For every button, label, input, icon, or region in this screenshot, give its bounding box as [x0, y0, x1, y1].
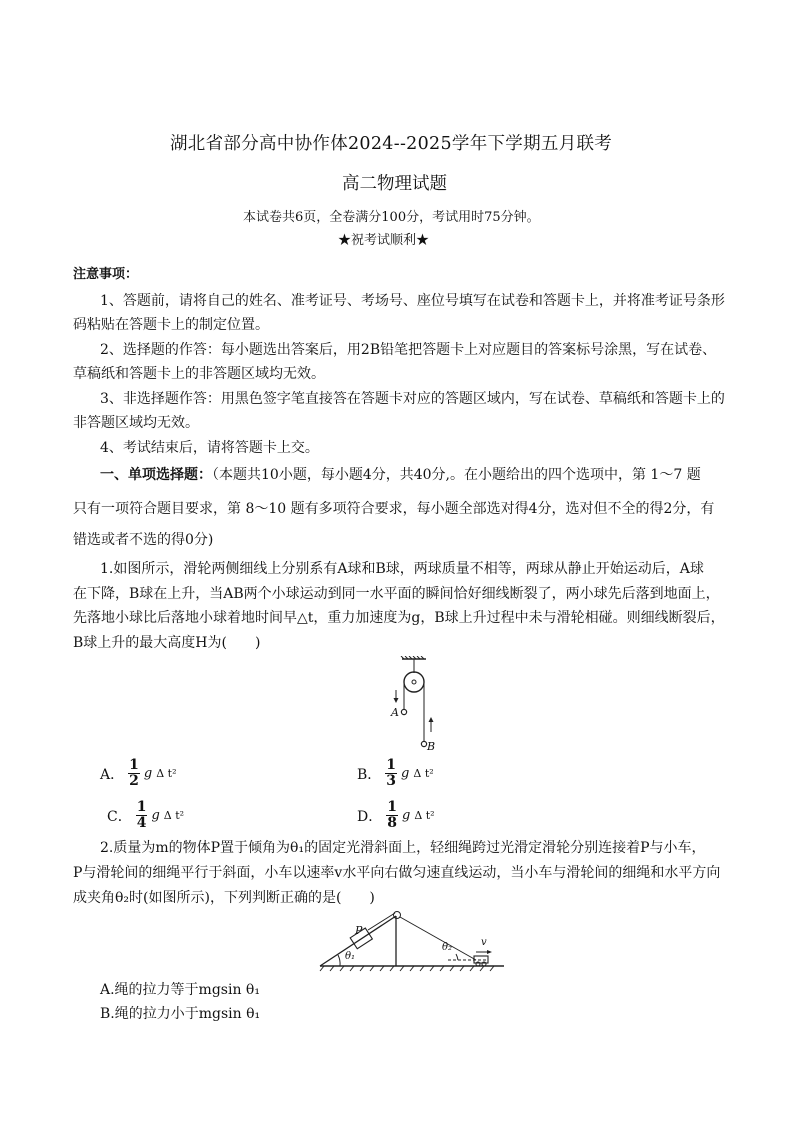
delta-t-squared: Δ t²	[413, 767, 434, 780]
notice-item-3-line-2: 非答题区域均无效。	[73, 415, 199, 431]
fraction-numerator: 1	[136, 799, 147, 815]
q1-figure-label-b: B	[427, 740, 436, 753]
g-symbol: g	[401, 766, 410, 781]
q2-line-3: 成夹角θ₂时(如图所示)，下列判断正确的是( )	[73, 890, 375, 906]
fraction-denominator: 4	[136, 815, 147, 831]
notice-item-2-line-1: 2、选择题的作答：每小题选出答案后，用2B铅笔把答题卡上对应题目的答案标号涂黑，写在试卷、	[100, 342, 717, 358]
option-letter: A．	[100, 766, 125, 783]
q1-line-4: B球上升的最大高度H为( )	[73, 635, 261, 651]
g-symbol: g	[151, 808, 160, 823]
exam-wish: ★祝考试顺利★	[338, 233, 430, 248]
exam-info: 本试卷共6页，全卷满分100分，考试用时75分钟。	[243, 210, 540, 225]
delta-t-squared: Δ t²	[156, 767, 177, 780]
q2-incline-figure	[318, 908, 508, 974]
option-letter: D．	[357, 808, 383, 825]
notice-item-4: 4、考试结束后，请将答题卡上交。	[100, 440, 319, 456]
fraction	[385, 758, 397, 789]
fraction-denominator: 2	[129, 773, 139, 789]
q1-option-d[interactable]	[357, 800, 435, 831]
q2-figure-label-theta1: θ₁	[345, 951, 356, 962]
fraction-denominator: 3	[386, 773, 397, 789]
option-letter: C．	[107, 808, 132, 825]
q2-line-2: P与滑轮间的细绳平行于斜面，小车以速率v水平向右做匀速直线运动，当小车与滑轮间的细绳和水平方向	[73, 865, 721, 881]
notice-heading: 注意事项：	[73, 267, 139, 282]
q2-figure-label-v: v	[481, 937, 487, 948]
notice-item-2-line-2: 草稿纸和答题卡上的非答题区域均无效。	[73, 366, 325, 382]
exam-title: 湖北省部分高中协作体2024--2025学年下学期五月联考	[170, 134, 613, 154]
q2-figure-label-theta2: θ₂	[442, 942, 453, 953]
fraction	[128, 758, 140, 789]
q1-option-c[interactable]	[107, 800, 184, 831]
fraction-denominator: 8	[387, 815, 397, 831]
q1-figure-label-a: A	[391, 706, 399, 719]
fraction-numerator: 1	[386, 757, 397, 773]
notice-item-1-line-2: 码粘贴在答题卡上的制定位置。	[73, 317, 269, 333]
delta-t-squared: Δ t²	[163, 809, 185, 822]
fraction	[136, 800, 148, 831]
option-letter: B．	[357, 766, 382, 783]
notice-item-3-line-1: 3、非选择题作答：用黑色签字笔直接答在答题卡对应的答题区域内，写在试卷、草稿纸和答题卡上的	[100, 391, 725, 407]
q1-line-1: 1.如图所示，滑轮两侧细线上分别系有A球和B球，两球质量不相等，两球从静止开始运动后，A球	[100, 561, 704, 577]
q1-option-b[interactable]	[357, 758, 434, 789]
section-1-heading: 一、单项选择题：	[100, 467, 212, 483]
fraction	[386, 800, 398, 831]
g-symbol: g	[401, 808, 411, 823]
section-1-line-1	[100, 462, 701, 488]
delta-t-squared: Δ t²	[414, 809, 435, 822]
notice-item-1-line-1: 1、答题前，请将自己的姓名、准考证号、考场号、座位号填写在试卷和答题卡上，并将准考证号条形	[100, 293, 725, 309]
q1-line-2: 在下降，B球在上升，当AB两个小球运动到同一水平面的瞬间恰好细线断裂了，两小球先后落到地面上，	[73, 586, 720, 602]
q2-option-a[interactable]: A.绳的拉力等于mgsin θ₁	[100, 982, 260, 998]
q1-line-3: 先落地小球比后落地小球着地时间早△t，重力加速度为g，B球上升过程中未与滑轮相碰。则细线断裂后，	[73, 610, 725, 626]
section-1-line-1-rest: （本题共10小题，每小题4分，共40分,。在小题给出的四个选项中，第 1～7 题	[212, 467, 701, 483]
q2-figure-label-p: P	[355, 924, 363, 937]
exam-subtitle: 高二物理试题	[342, 174, 447, 194]
fraction-numerator: 1	[387, 799, 397, 815]
section-1-line-2: 只有一项符合题目要求，第 8～10 题有多项符合要求，每小题全部选对得4分，选对但不全的得2分，有	[73, 501, 715, 517]
section-1-line-3: 错选或者不选的得0分)	[73, 532, 214, 548]
q2-line-1: 2.质量为m的物体P置于倾角为θ₁的固定光滑斜面上，轻细绳跨过光滑定滑轮分别连接着P与小车，	[100, 840, 706, 856]
fraction-numerator: 1	[129, 757, 139, 773]
q2-option-b[interactable]: B.绳的拉力小于mgsin θ₁	[100, 1006, 261, 1022]
g-symbol: g	[143, 766, 153, 781]
q1-option-a[interactable]	[100, 758, 176, 789]
